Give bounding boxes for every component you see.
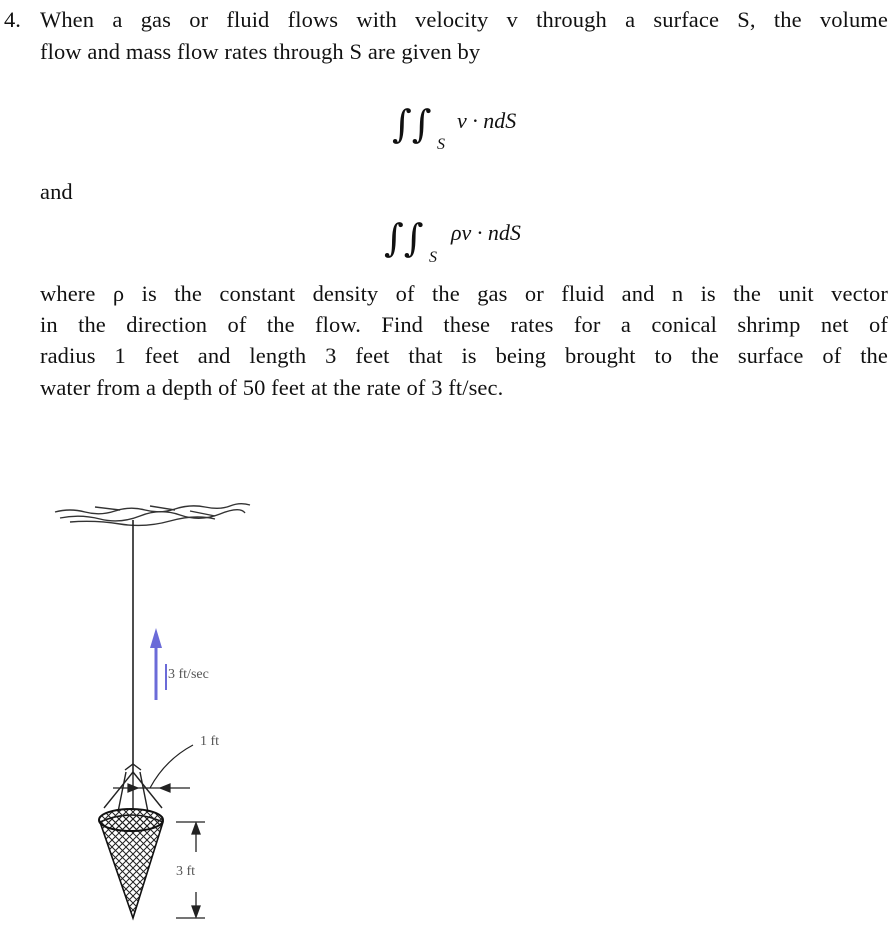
- paragraph-line-2: in the direction of the flow. Find these rates for a conical shrimp net of: [40, 312, 888, 337]
- radius-indicator: [113, 745, 193, 792]
- speed-arrow-icon: [150, 628, 162, 700]
- speed-label: 3 ft/sec: [168, 667, 209, 682]
- and-word: and: [40, 179, 73, 204]
- problem-number: 4.: [4, 7, 21, 32]
- length-label: 3 ft: [176, 864, 196, 879]
- problem-line-1: When a gas or fluid flows with velocity v through a surface S, the volume: [40, 7, 888, 32]
- paragraph-line-3: radius 1 feet and length 3 feet that is being brought to the surface of the: [40, 343, 888, 368]
- surface-subscript: S: [437, 136, 445, 153]
- problem-line-2: flow and mass flow rates through S are given by: [40, 39, 481, 64]
- paragraph-line-1: where ρ is the constant density of the gas or fluid and n is the unit vector: [40, 281, 888, 306]
- double-integral-icon: ∫∫: [384, 216, 424, 260]
- radius-label: 1 ft: [200, 734, 220, 749]
- mass-integrand: ρv · ndS: [451, 220, 521, 245]
- conical-net: [99, 809, 163, 918]
- water-surface: [55, 504, 250, 526]
- double-integral-icon: ∫∫: [392, 102, 432, 146]
- paragraph-line-4: water from a depth of 50 feet at the rate of 3 ft/sec.: [40, 375, 504, 400]
- volume-integrand: v · ndS: [457, 108, 517, 133]
- surface-subscript: S: [429, 249, 437, 266]
